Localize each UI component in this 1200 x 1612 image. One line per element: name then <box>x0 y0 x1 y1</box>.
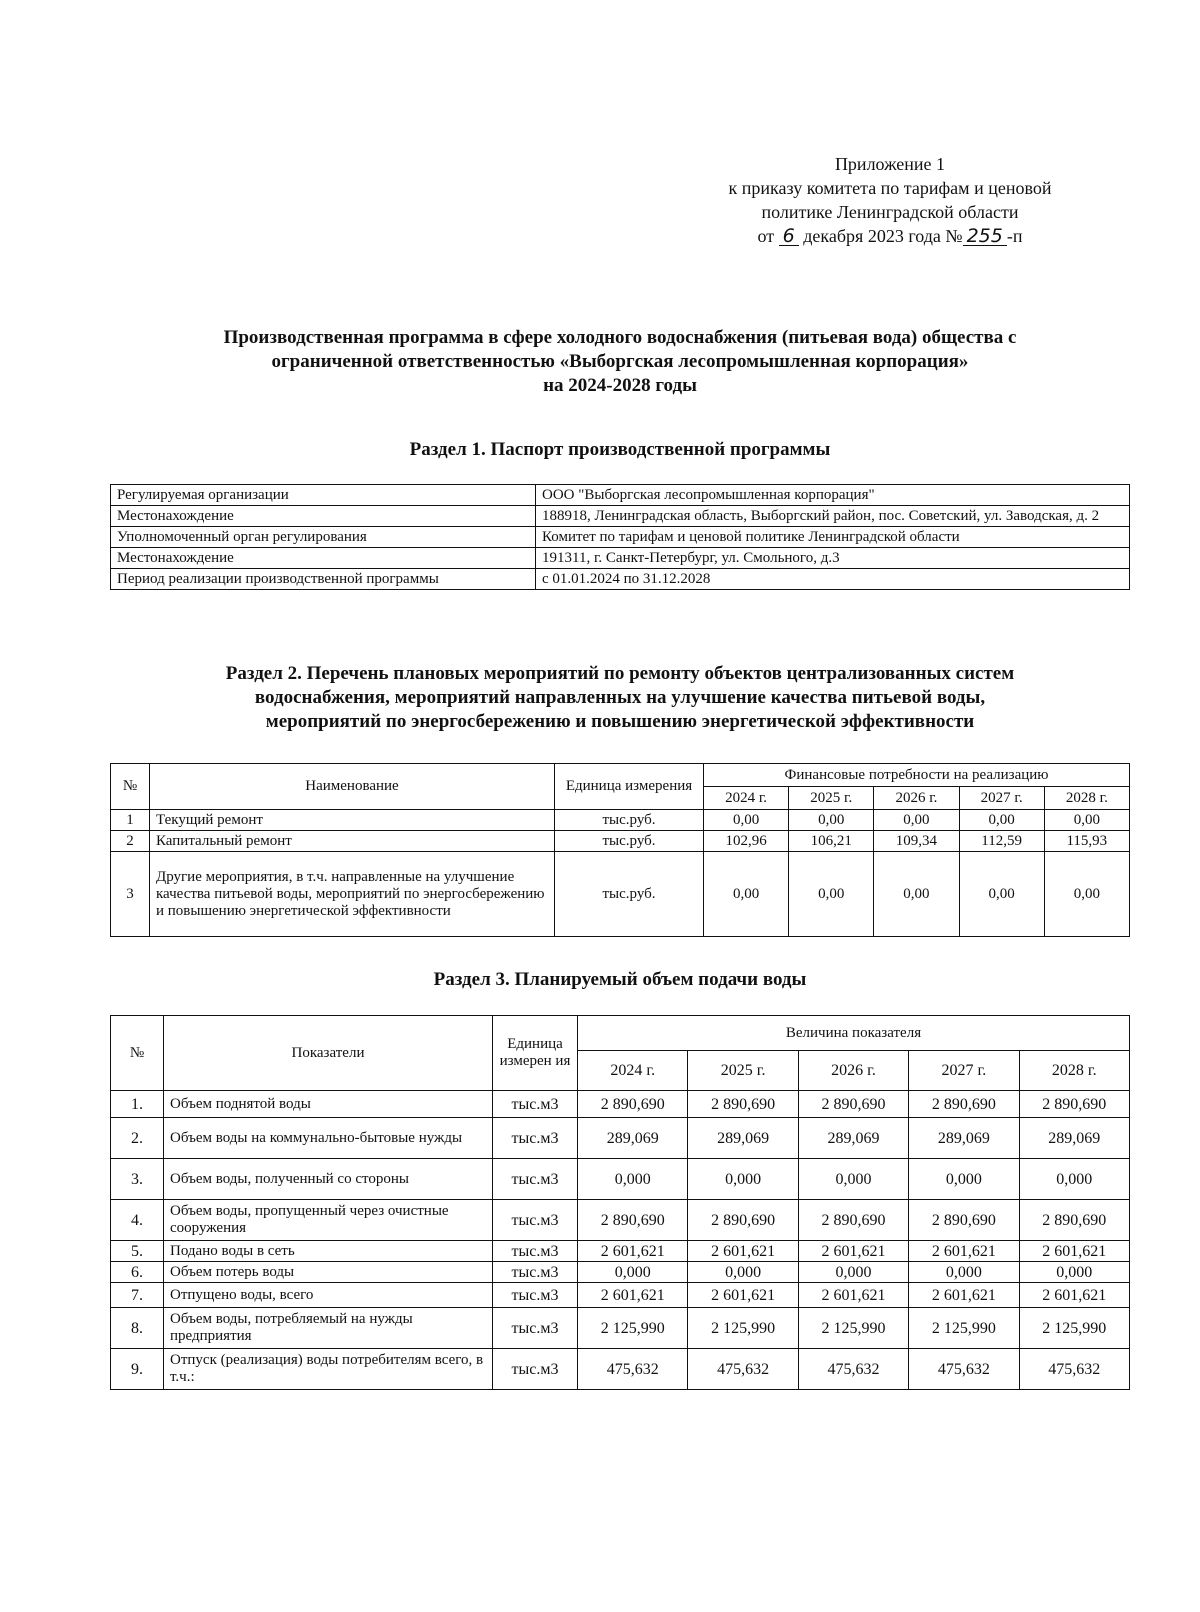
row-value: 0,000 <box>798 1262 908 1283</box>
table-row <box>111 1241 1130 1262</box>
row-value: 109,34 <box>874 831 959 852</box>
row-value: 289,069 <box>578 1118 688 1159</box>
row-unit: тыс.руб. <box>555 831 704 852</box>
passport-label: Местонахождение <box>111 506 536 527</box>
table-row <box>111 485 1130 506</box>
row-value: 2 890,690 <box>798 1200 908 1241</box>
header-name: Показатели <box>164 1016 493 1091</box>
row-value: 2 890,690 <box>909 1200 1019 1241</box>
header-year: 2024 г. <box>578 1051 688 1091</box>
row-value: 475,632 <box>578 1349 688 1390</box>
row-value: 2 890,690 <box>909 1091 1019 1118</box>
row-value: 475,632 <box>798 1349 908 1390</box>
header-year: 2026 г. <box>798 1051 908 1091</box>
program-title-line1: Производственная программа в сфере холодного водоснабжения (питьевая вода) общества с <box>223 327 1017 348</box>
table-row <box>111 831 1130 852</box>
row-value: 289,069 <box>909 1118 1019 1159</box>
row-value: 2 890,690 <box>578 1200 688 1241</box>
row-value: 2 601,621 <box>1019 1283 1129 1308</box>
table-row <box>111 548 1130 569</box>
passport-value: Комитет по тарифам и ценовой политике Ленинградской области <box>536 527 1130 548</box>
table-row <box>111 1283 1130 1308</box>
row-unit: тыс.м3 <box>493 1159 578 1200</box>
row-num: 8. <box>111 1308 164 1349</box>
row-value: 2 601,621 <box>688 1241 798 1262</box>
row-num: 2 <box>111 831 150 852</box>
row-unit: тыс.м3 <box>493 1262 578 1283</box>
row-num: 2. <box>111 1118 164 1159</box>
passport-value: с 01.01.2024 по 31.12.2028 <box>536 569 1130 590</box>
passport-label: Период реализации производственной программы <box>111 569 536 590</box>
section2-title <box>110 662 1130 734</box>
row-value: 106,21 <box>789 831 874 852</box>
row-name: Отпуск (реализация) воды потребителям всего, в т.ч.: <box>164 1349 493 1390</box>
appendix-line1: Приложение 1 <box>834 154 946 174</box>
header-year: 2025 г. <box>688 1051 798 1091</box>
passport-label: Уполномоченный орган регулирования <box>111 527 536 548</box>
row-value: 2 125,990 <box>688 1308 798 1349</box>
row-value: 2 125,990 <box>578 1308 688 1349</box>
row-unit: тыс.м3 <box>493 1200 578 1241</box>
row-value: 2 601,621 <box>578 1241 688 1262</box>
table-row <box>111 1091 1130 1118</box>
table-row <box>111 1118 1130 1159</box>
row-value: 0,000 <box>1019 1159 1129 1200</box>
row-num: 6. <box>111 1262 164 1283</box>
row-value: 2 601,621 <box>909 1283 1019 1308</box>
row-value: 0,00 <box>874 852 959 937</box>
row-value: 475,632 <box>909 1349 1019 1390</box>
table-row <box>111 852 1130 937</box>
date-middle: декабря 2023 года № <box>803 226 963 246</box>
table-row <box>111 527 1130 548</box>
header-year: 2025 г. <box>789 787 874 810</box>
row-value: 0,000 <box>909 1262 1019 1283</box>
row-unit: тыс.руб. <box>555 852 704 937</box>
row-value: 2 890,690 <box>688 1200 798 1241</box>
row-unit: тыс.м3 <box>493 1349 578 1390</box>
header-unit: Единица измерен ия <box>493 1016 578 1091</box>
header-num: № <box>111 1016 164 1091</box>
header-value: Величина показателя <box>578 1016 1130 1051</box>
passport-label: Регулируемая организации <box>111 485 536 506</box>
number-suffix: -п <box>1006 226 1023 246</box>
row-name: Капитальный ремонт <box>150 831 555 852</box>
passport-value: ООО "Выборгская лесопромышленная корпорация" <box>536 485 1130 506</box>
row-name: Объем воды на коммунально-бытовые нужды <box>164 1118 493 1159</box>
row-name: Объем воды, пропущенный через очистные сооружения <box>164 1200 493 1241</box>
row-value: 0,00 <box>874 810 959 831</box>
handwritten-number: 255 <box>963 227 1007 246</box>
date-prefix: от <box>757 226 775 246</box>
table-row <box>111 1349 1130 1390</box>
header-year: 2026 г. <box>874 787 959 810</box>
header-unit: Единица измерения <box>555 764 704 810</box>
appendix-line2: к приказу комитета по тарифам и ценовой <box>728 178 1052 198</box>
row-value: 0,00 <box>1044 852 1129 937</box>
row-num: 1 <box>111 810 150 831</box>
row-value: 0,000 <box>688 1262 798 1283</box>
row-value: 475,632 <box>688 1349 798 1390</box>
row-value: 0,00 <box>1044 810 1129 831</box>
program-title-line3: на 2024-2028 годы <box>543 375 697 396</box>
row-value: 0,000 <box>688 1159 798 1200</box>
row-num: 4. <box>111 1200 164 1241</box>
row-name: Подано воды в сеть <box>164 1241 493 1262</box>
row-value: 2 601,621 <box>798 1241 908 1262</box>
passport-label: Местонахождение <box>111 548 536 569</box>
row-name: Другие мероприятия, в т.ч. направленные на улучшение качества питьевой воды, мероприятий по энергосбережению и повышению энергетической эффективности <box>150 852 555 937</box>
row-value: 289,069 <box>798 1118 908 1159</box>
row-num: 3 <box>111 852 150 937</box>
passport-value: 191311, г. Санкт-Петербург, ул. Смольного, д.3 <box>536 548 1130 569</box>
row-value: 2 601,621 <box>688 1283 798 1308</box>
row-value: 2 125,990 <box>1019 1308 1129 1349</box>
row-num: 7. <box>111 1283 164 1308</box>
appendix-date-line <box>650 224 1130 248</box>
row-value: 289,069 <box>688 1118 798 1159</box>
row-value: 289,069 <box>1019 1118 1129 1159</box>
row-value: 102,96 <box>704 831 789 852</box>
header-year: 2027 г. <box>959 787 1044 810</box>
row-value: 0,000 <box>798 1159 908 1200</box>
header-name: Наименование <box>150 764 555 810</box>
row-name: Текущий ремонт <box>150 810 555 831</box>
header-finance: Финансовые потребности на реализацию <box>704 764 1130 787</box>
table-row <box>111 810 1130 831</box>
row-num: 9. <box>111 1349 164 1390</box>
appendix-line3: политике Ленинградской области <box>761 202 1019 222</box>
table-row <box>111 1159 1130 1200</box>
row-value: 2 125,990 <box>909 1308 1019 1349</box>
row-value: 115,93 <box>1044 831 1129 852</box>
table-row <box>111 506 1130 527</box>
row-num: 5. <box>111 1241 164 1262</box>
section3-title: Раздел 3. Планируемый объем подачи воды <box>433 969 807 990</box>
row-value: 475,632 <box>1019 1349 1129 1390</box>
header-year: 2024 г. <box>704 787 789 810</box>
row-value: 0,00 <box>959 810 1044 831</box>
row-value: 2 890,690 <box>798 1091 908 1118</box>
header-num: № <box>111 764 150 810</box>
header-year: 2028 г. <box>1044 787 1129 810</box>
row-value: 0,000 <box>1019 1262 1129 1283</box>
row-num: 3. <box>111 1159 164 1200</box>
row-name: Объем поднятой воды <box>164 1091 493 1118</box>
row-value: 0,00 <box>789 852 874 937</box>
table-row <box>111 1262 1130 1283</box>
row-name: Отпущено воды, всего <box>164 1283 493 1308</box>
section2-title-line3: мероприятий по энергосбережению и повышению энергетической эффективности <box>265 711 975 732</box>
row-value: 2 890,690 <box>578 1091 688 1118</box>
row-value: 2 890,690 <box>688 1091 798 1118</box>
row-unit: тыс.м3 <box>493 1118 578 1159</box>
row-name: Объем воды, потребляемый на нужды предприятия <box>164 1308 493 1349</box>
section2-title-line1: Раздел 2. Перечень плановых мероприятий по ремонту объектов централизованных систем <box>225 663 1015 684</box>
row-value: 2 125,990 <box>798 1308 908 1349</box>
row-unit: тыс.руб. <box>555 810 704 831</box>
row-value: 0,00 <box>789 810 874 831</box>
row-name: Объем потерь воды <box>164 1262 493 1283</box>
row-value: 0,000 <box>909 1159 1019 1200</box>
row-unit: тыс.м3 <box>493 1308 578 1349</box>
program-title-line2: ограниченной ответственностью «Выборгская лесопромышленная корпорация» <box>271 351 969 372</box>
passport-table <box>110 484 1130 590</box>
section1-title: Раздел 1. Паспорт производственной программы <box>409 439 831 460</box>
row-value: 0,00 <box>704 852 789 937</box>
table-row <box>111 1308 1130 1349</box>
row-value: 2 601,621 <box>798 1283 908 1308</box>
row-value: 112,59 <box>959 831 1044 852</box>
section2-title-line2: водоснабжения, мероприятий направленных на улучшение качества питьевой воды, <box>254 687 986 708</box>
table-row <box>111 1200 1130 1241</box>
table-row <box>111 569 1130 590</box>
row-value: 2 601,621 <box>1019 1241 1129 1262</box>
row-value: 2 601,621 <box>909 1241 1019 1262</box>
row-value: 0,00 <box>959 852 1044 937</box>
program-title <box>110 326 1130 398</box>
row-name: Объем воды, полученный со стороны <box>164 1159 493 1200</box>
water-supply-table <box>110 1015 1130 1390</box>
handwritten-day: 6 <box>779 227 799 246</box>
row-num: 1. <box>111 1091 164 1118</box>
header-year: 2028 г. <box>1019 1051 1129 1091</box>
row-value: 2 890,690 <box>1019 1091 1129 1118</box>
row-value: 0,000 <box>578 1159 688 1200</box>
passport-value: 188918, Ленинградская область, Выборгский район, пос. Советский, ул. Заводская, д. 2 <box>536 506 1130 527</box>
header-year: 2027 г. <box>909 1051 1019 1091</box>
row-unit: тыс.м3 <box>493 1283 578 1308</box>
measures-table <box>110 763 1130 937</box>
row-value: 2 601,621 <box>578 1283 688 1308</box>
row-unit: тыс.м3 <box>493 1091 578 1118</box>
row-value: 0,000 <box>578 1262 688 1283</box>
row-value: 2 890,690 <box>1019 1200 1129 1241</box>
row-unit: тыс.м3 <box>493 1241 578 1262</box>
appendix-block <box>650 152 1130 248</box>
row-value: 0,00 <box>704 810 789 831</box>
